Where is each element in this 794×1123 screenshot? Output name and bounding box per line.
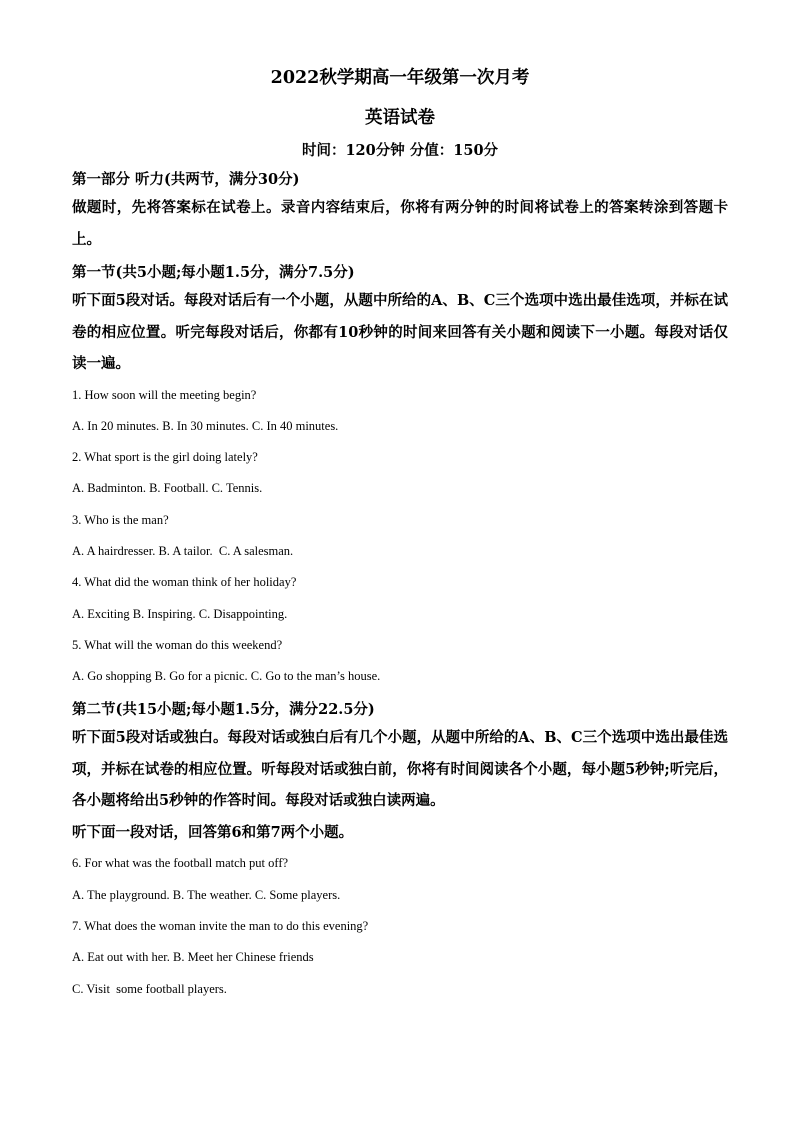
section1-heading: 第一节(共5小题;每小题1.5分，满分7.5分) xyxy=(72,264,355,281)
section1-questions xyxy=(72,380,728,693)
question-7: 7. What does the woman invite the man to do this evening? xyxy=(72,919,369,934)
section1-instruction: 听下面5段对话。每段对话后有一个小题，从题中所给的A、B、C三个选项中选出最佳选项，并标在试卷的相应位置。听完每段对话后，你都有10秒钟的时间来回答有关小题和阅读下一小题。每段对话仅读一遍。 xyxy=(72,292,728,372)
part1-instruction: 做题时，先将答案标在试卷上。录音内容结束后，你将有两分钟的时间将试卷上的答案转涂到答题卡上。 xyxy=(72,199,728,248)
question-4: 4. What did the woman think of her holiday? xyxy=(72,575,297,590)
question-6: 6. For what was the football match put off? xyxy=(72,856,289,871)
question-7-options-line2: C. Visit some football players. xyxy=(72,981,227,996)
exam-subtitle: 英语试卷 xyxy=(365,108,435,128)
question-1-options: A. In 20 minutes. B. In 30 minutes. C. In 40 minutes. xyxy=(72,418,339,433)
section2-heading: 第二节(共15小题;每小题1.5分，满分22.5分) xyxy=(72,701,375,719)
question-6-options: A. The playground. B. The weather. C. Some players. xyxy=(72,887,341,902)
section2-sub-instruction: 听下面一段对话，回答第6和第7两个小题。 xyxy=(72,823,354,841)
question-3: 3. Who is the man? xyxy=(72,512,169,527)
exam-page xyxy=(72,64,728,1005)
question-5: 5. What will the woman do this weekend? xyxy=(72,637,283,652)
section2-questions xyxy=(72,848,728,1004)
question-2: 2. What sport is the girl doing lately? xyxy=(72,450,258,465)
exam-meta: 时间：120分钟 分值：150分 xyxy=(301,142,499,159)
question-7-options-line1: A. Eat out with her. B. Meet her Chinese friends xyxy=(72,950,314,965)
exam-title: 2022秋学期高一年级第一次月考 xyxy=(270,68,530,88)
question-1: 1. How soon will the meeting begin? xyxy=(72,387,257,402)
question-4-options: A. Exciting B. Inspiring. C. Disappointing. xyxy=(72,606,288,621)
question-2-options: A. Badminton. B. Football. C. Tennis. xyxy=(72,481,263,496)
part1-heading: 第一部分 听力(共两节，满分30分) xyxy=(72,171,300,188)
section2-instruction: 听下面5段对话或独白。每段对话或独白后有几个小题，从题中所给的A、B、C三个选项中选出最佳选项，并标在试卷的相应位置。听每段对话或独白前，你将有时间阅读各个小题，每小题5秒钟;听完后，各小题将给出5秒钟的作答时间。每段对话或独白读两遍。 xyxy=(72,729,728,810)
question-5-options: A. Go shopping B. Go for a picnic. C. Go to the man’s house. xyxy=(72,669,381,684)
question-3-options: A. A hairdresser. B. A tailor. C. A salesman. xyxy=(72,543,294,558)
